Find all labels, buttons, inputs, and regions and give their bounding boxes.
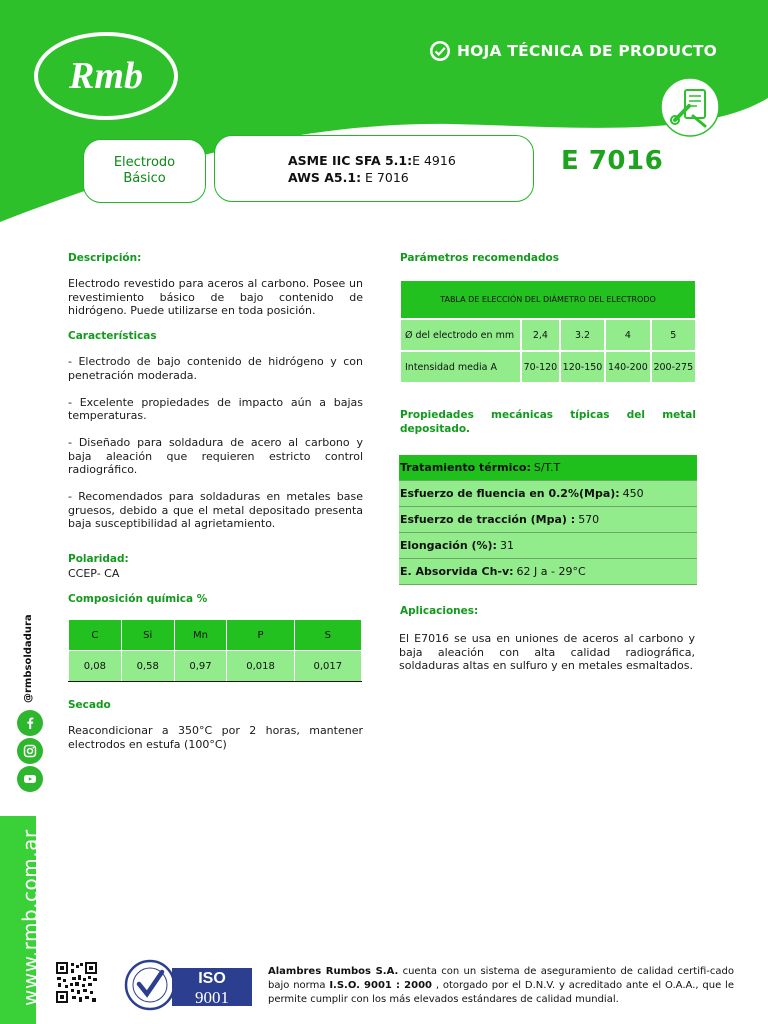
intensity-row: [400, 351, 696, 383]
norm-aws-value: E 7016: [361, 170, 409, 185]
intensity-value-cell: 70-120: [521, 351, 560, 383]
applications-title: Aplicaciones:: [400, 605, 479, 617]
params-title: Parámetros recomendados: [400, 252, 559, 264]
intensity-value-cell: 120-150: [560, 351, 605, 383]
footer-text-part2: , otorgado por el D.N.V. y acreditado ante el O.A.A., que le permite cumplir con los más elevados estándares de calidad mundial.: [268, 980, 734, 1005]
check-icon: [429, 40, 451, 62]
website-url[interactable]: www.rmb.com.ar: [18, 829, 42, 1006]
polarity-value: CCEP- CA: [68, 567, 120, 580]
mechanical-property-value: S/T.T: [533, 461, 561, 474]
footer-norm: I.S.O. 9001 : 2000: [329, 980, 432, 991]
diameter-row: [400, 319, 696, 351]
mechanical-title: Propiedades mecánicas típicas del metal depositado.: [400, 409, 696, 435]
characteristic-item: - Diseñado para soldadura de acero al carbono y baja aleación que requieren estricto control radiográfico.: [68, 436, 363, 476]
diameter-value-cell: 5: [651, 319, 696, 351]
mechanical-property-row: [399, 559, 697, 585]
electrode-type-box: [83, 139, 206, 203]
youtube-icon[interactable]: [17, 766, 43, 792]
diameter-value-cell: 3.2: [560, 319, 605, 351]
mechanical-property-label: Tratamiento térmico:: [400, 461, 531, 474]
mechanical-property-value: 31: [499, 539, 514, 552]
composition-header-cell: Mn: [174, 620, 227, 651]
applications-text: El E7016 se usa en uniones de aceros al carbono y baja aleación con alta calidad radiográfica, soldaduras altas en sulfuro y en metales esmaltados.: [399, 632, 695, 672]
intensity-label: Intensidad media A: [400, 351, 521, 383]
diameter-label: Ø del electrodo en mm: [400, 319, 521, 351]
composition-header-cell: C: [69, 620, 122, 651]
mechanical-properties-list: [399, 455, 697, 585]
qr-code[interactable]: [55, 961, 98, 1004]
tool-document-icon: [659, 76, 721, 138]
drying-text: Reacondicionar a 350°C por 2 horas, mantener electrodos en estufa (100°C): [68, 724, 363, 751]
footer-quality-statement: [268, 965, 734, 1007]
composition-value-cell: 0,58: [121, 651, 174, 682]
composition-value-cell: 0,08: [69, 651, 122, 682]
intensity-value-cell: 200-275: [651, 351, 696, 383]
mechanical-property-label: Esfuerzo de tracción (Mpa) :: [400, 513, 576, 526]
product-code: E 7016: [561, 146, 664, 176]
composition-table: [68, 619, 362, 682]
diameter-table: [399, 279, 697, 384]
composition-value-cell: 0,017: [294, 651, 361, 682]
electrode-type-line1: Electrodo: [113, 155, 176, 170]
composition-header-cell: Si: [121, 620, 174, 651]
composition-header-cell: S: [294, 620, 361, 651]
instagram-icon[interactable]: [17, 738, 43, 764]
description-text: Electrodo revestido para aceros al carbono. Posee un revestimiento básico de bajo contenido de hidrógeno. Puede utilizarse en toda posición.: [68, 277, 363, 317]
footer-company: Alambres Rumbos S.A.: [268, 966, 399, 977]
mechanical-property-value: 62 J a - 29°C: [516, 565, 586, 578]
description-title: Descripción:: [68, 252, 142, 264]
iso-label: ISO: [198, 970, 226, 987]
composition-header-row: [69, 620, 362, 651]
characteristics-list: [68, 355, 363, 544]
norm-line-aws: [288, 169, 533, 186]
iso-9001-logo: [124, 958, 256, 1012]
header-title: [429, 39, 717, 63]
composition-title: Composición química %: [68, 593, 208, 605]
footer-text-part1: cuenta con un sistema de aseguramiento de calidad certifi-cado bajo norma: [268, 966, 734, 991]
electrode-type-line2: Básico: [123, 171, 166, 186]
characteristic-item: - Electrodo de bajo contenido de hidrógeno y con penetración moderada.: [68, 355, 363, 382]
mechanical-property-row: [399, 507, 697, 533]
characteristic-item: - Recomendados para soldaduras en metales base gruesos, debido a que el metal depositado presenta baja susceptibilidad al agrietamiento.: [68, 490, 363, 530]
diameter-table-title-row: [400, 280, 696, 319]
mechanical-property-row: [399, 481, 697, 507]
composition-header-cell: P: [227, 620, 294, 651]
characteristic-item: - Excelente propiedades de impacto aún a bajas temperaturas.: [68, 395, 363, 422]
mechanical-property-value: 450: [622, 487, 644, 500]
mechanical-property-row: [399, 533, 697, 559]
composition-value-cell: 0,97: [174, 651, 227, 682]
facebook-icon[interactable]: [17, 710, 43, 736]
diameter-value-cell: 2,4: [521, 319, 560, 351]
characteristics-title: Características: [68, 330, 157, 342]
mechanical-property-label: Elongación (%):: [400, 539, 497, 552]
mechanical-property-row: [399, 455, 697, 481]
header-title-text: HOJA TÉCNICA DE PRODUCTO: [457, 42, 718, 60]
rmb-logo: [32, 30, 180, 122]
norm-aws-label: AWS A5.1:: [288, 170, 362, 185]
social-handle: @rmbsoldadura: [23, 614, 34, 703]
composition-value-cell: 0,018: [227, 651, 294, 682]
norm-box: [214, 135, 534, 202]
norm-line-asme: [288, 152, 533, 169]
norm-asme-value: E 4916: [412, 153, 456, 168]
intensity-value-cell: 140-200: [605, 351, 650, 383]
drying-title: Secado: [68, 699, 111, 711]
composition-value-row: [69, 651, 362, 682]
logo-text: Rmb: [69, 55, 143, 97]
iso-number: 9001: [195, 988, 229, 1007]
diameter-value-cell: 4: [605, 319, 650, 351]
polarity-title: Polaridad:: [68, 553, 129, 565]
mechanical-property-value: 570: [578, 513, 600, 526]
diameter-table-title: TABLA DE ELECCIÓN DEL DIÁMETRO DEL ELECTRODO: [400, 280, 696, 319]
norm-asme-label: ASME IIC SFA 5.1:: [288, 153, 413, 168]
mechanical-property-label: Esfuerzo de fluencia en 0.2%(Mpa):: [400, 487, 620, 500]
mechanical-property-label: E. Absorvida Ch-v:: [400, 565, 514, 578]
